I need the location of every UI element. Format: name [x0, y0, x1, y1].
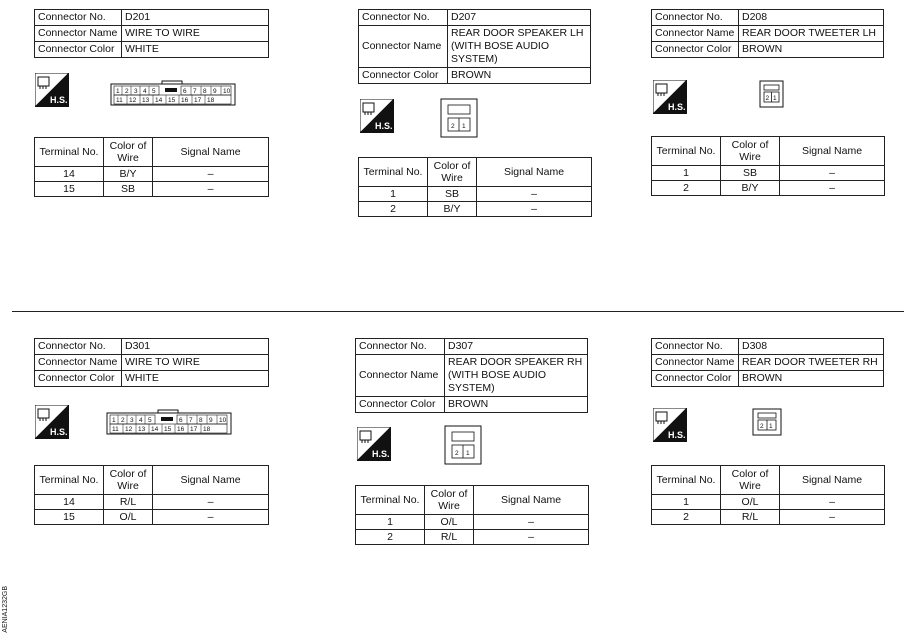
connector-color-label: Connector Color: [35, 42, 122, 58]
table-row: [652, 166, 885, 181]
pin-label: 10: [223, 88, 231, 95]
signal-name: –: [153, 167, 269, 182]
harness-side-icon: [35, 405, 69, 439]
table-row: [35, 495, 269, 510]
connector-color-label: Connector Color: [652, 371, 739, 387]
terminal-no: 2: [359, 202, 428, 217]
signal-name: –: [477, 202, 592, 217]
pin-label: 10: [219, 417, 227, 424]
pin-label: 1: [112, 417, 116, 424]
table-row: [35, 510, 269, 525]
wire-color-header: Color of Wire: [721, 466, 780, 495]
pin-label: 2: [455, 450, 459, 457]
connector-no-label: Connector No.: [35, 339, 122, 355]
hs-label: H.S.: [668, 430, 686, 440]
pin-label: 17: [194, 97, 202, 104]
terminal-no: 1: [359, 187, 428, 202]
pin-label: 2: [451, 123, 455, 130]
signal-name: –: [474, 530, 589, 545]
hs-label: H.S.: [375, 121, 393, 131]
pin-label: 2: [765, 95, 770, 102]
pin-label: 14: [155, 97, 163, 104]
connector-info-table: [651, 9, 884, 58]
pin-label: 2: [121, 417, 125, 424]
pin-label: 6: [179, 417, 183, 424]
connector-info-table: [34, 338, 269, 387]
signal-name-header: Signal Name: [780, 137, 885, 166]
harness-side-icon: [653, 408, 687, 442]
table-row: [652, 495, 885, 510]
signal-name-header: Signal Name: [153, 138, 269, 167]
terminal-no: 14: [35, 495, 104, 510]
connector-name-label: Connector Name: [35, 355, 122, 371]
wire-color: O/L: [425, 515, 474, 530]
table-row: [652, 510, 885, 525]
signal-name: –: [477, 187, 592, 202]
wire-color-header: Color of Wire: [428, 158, 477, 187]
pin-label: 12: [125, 426, 133, 433]
signal-name: –: [780, 181, 885, 196]
connector-no-value: D301: [122, 339, 269, 355]
wire-color: B/Y: [104, 167, 153, 182]
pin-label: 9: [209, 417, 213, 424]
wire-color: R/L: [104, 495, 153, 510]
connector-info-table: [651, 338, 884, 387]
connector-no-label: Connector No.: [35, 10, 122, 26]
pin-label: 13: [142, 97, 150, 104]
signal-name-header: Signal Name: [153, 466, 269, 495]
signal-name-header: Signal Name: [780, 466, 885, 495]
connector-no-label: Connector No.: [652, 10, 739, 26]
connector-d307: [355, 338, 588, 413]
connector-color-value: WHITE: [122, 371, 269, 387]
signal-name: –: [780, 510, 885, 525]
table-row: [35, 167, 269, 182]
connector-info-table: [355, 338, 588, 413]
wire-color-header: Color of Wire: [425, 486, 474, 515]
terminal-no: 1: [356, 515, 425, 530]
terminal-no-header: Terminal No.: [356, 486, 425, 515]
terminal-no-header: Terminal No.: [652, 137, 721, 166]
terminal-no-header: Terminal No.: [652, 466, 721, 495]
table-row: [652, 181, 885, 196]
connector-name-label: Connector Name: [652, 355, 739, 371]
hs-label: H.S.: [372, 449, 390, 459]
pin-label: 14: [151, 426, 159, 433]
signal-name: –: [153, 182, 269, 197]
pin-label: 5: [148, 417, 152, 424]
hs-label: H.S.: [668, 102, 686, 112]
connector-d201-face-icon: [110, 80, 236, 106]
connector-color-value: BROWN: [739, 371, 884, 387]
pin-label: 9: [213, 88, 217, 95]
pin-label: 2: [125, 88, 129, 95]
terminal-table-d301: [34, 465, 269, 525]
terminal-no-header: Terminal No.: [35, 466, 104, 495]
terminal-no: 2: [652, 510, 721, 525]
pin-label: 16: [177, 426, 185, 433]
terminal-no: 1: [652, 166, 721, 181]
pin-label: 1: [773, 95, 777, 102]
connector-name-label: Connector Name: [35, 26, 122, 42]
connector-color-value: WHITE: [122, 42, 269, 58]
signal-name: –: [153, 495, 269, 510]
pin-label: 18: [207, 97, 215, 104]
connector-d308-face-icon: [752, 408, 782, 436]
pin-label: 1: [466, 450, 470, 457]
terminal-no-header: Terminal No.: [35, 138, 104, 167]
connector-color-value: BROWN: [445, 397, 588, 413]
wire-color: B/Y: [428, 202, 477, 217]
terminal-no: 14: [35, 167, 104, 182]
pin-label: 12: [129, 97, 137, 104]
wire-color: SB: [104, 182, 153, 197]
connector-name-value: REAR DOOR TWEETER LH: [739, 26, 884, 42]
pin-label: 1: [769, 423, 773, 430]
connector-no-label: Connector No.: [356, 339, 445, 355]
connector-color-label: Connector Color: [652, 42, 739, 58]
connector-info-table: [34, 9, 269, 58]
terminal-no: 1: [652, 495, 721, 510]
pin-label: 6: [183, 88, 187, 95]
harness-side-icon: [35, 73, 69, 107]
pin-label: 2: [760, 423, 764, 430]
pin-label: 8: [203, 88, 207, 95]
connector-no-label: Connector No.: [359, 10, 448, 26]
hs-label: H.S.: [50, 427, 68, 437]
pin-label: 11: [112, 426, 119, 433]
terminal-table-d307: [355, 485, 589, 545]
connector-info-table: [358, 9, 591, 84]
connector-no-label: Connector No.: [652, 339, 739, 355]
connector-d208-face-icon: [759, 80, 784, 108]
pin-label: 4: [139, 417, 143, 424]
connector-no-value: D208: [739, 10, 884, 26]
connector-d301-face-icon: [106, 409, 232, 435]
connector-no-value: D201: [122, 10, 269, 26]
connector-d201: [34, 9, 269, 58]
figure-code: AENIA1232GB: [2, 586, 9, 633]
wire-color: R/L: [721, 510, 780, 525]
pin-label: 15: [168, 97, 176, 104]
harness-side-icon: [360, 99, 394, 133]
terminal-table-d308: [651, 465, 885, 525]
pin-label: 1: [462, 123, 466, 130]
connector-color-value: BROWN: [739, 42, 884, 58]
wire-color: R/L: [425, 530, 474, 545]
connector-name-value: WIRE TO WIRE: [122, 355, 269, 371]
wire-color-header: Color of Wire: [721, 137, 780, 166]
connector-name-value: REAR DOOR TWEETER RH: [739, 355, 884, 371]
harness-side-icon: [653, 80, 687, 114]
wire-color: O/L: [104, 510, 153, 525]
terminal-table-d201: [34, 137, 269, 197]
pin-label: 5: [152, 88, 156, 95]
table-row: [359, 187, 592, 202]
pin-label: 1: [116, 88, 120, 95]
signal-name: –: [780, 495, 885, 510]
signal-name: –: [474, 515, 589, 530]
pin-label: 4: [143, 88, 147, 95]
connector-name-value: REAR DOOR SPEAKER RH (WITH BOSE AUDIO SYSTEM): [445, 355, 588, 397]
terminal-no: 15: [35, 182, 104, 197]
terminal-table-d207: [358, 157, 592, 217]
pin-label: 16: [181, 97, 189, 104]
signal-name: –: [153, 510, 269, 525]
pin-label: 7: [189, 417, 193, 424]
connector-color-label: Connector Color: [35, 371, 122, 387]
connector-d307-face-icon: [444, 425, 482, 465]
wire-color: SB: [721, 166, 780, 181]
terminal-no-header: Terminal No.: [359, 158, 428, 187]
pin-label: 11: [116, 97, 123, 104]
terminal-no: 15: [35, 510, 104, 525]
pin-label: 3: [130, 417, 134, 424]
table-row: [35, 182, 269, 197]
section-divider: [12, 311, 904, 312]
wire-color: B/Y: [721, 181, 780, 196]
connector-name-label: Connector Name: [652, 26, 739, 42]
pin-label: 17: [190, 426, 198, 433]
table-row: [356, 515, 589, 530]
connector-no-value: D207: [448, 10, 591, 26]
pin-label: 3: [134, 88, 138, 95]
terminal-no: 2: [652, 181, 721, 196]
hs-label: H.S.: [50, 95, 68, 105]
signal-name-header: Signal Name: [474, 486, 589, 515]
table-row: [359, 202, 592, 217]
connector-name-value: WIRE TO WIRE: [122, 26, 269, 42]
signal-name: –: [780, 166, 885, 181]
connector-d208: [651, 9, 884, 58]
table-row: [356, 530, 589, 545]
connector-d308: [651, 338, 884, 387]
connector-name-label: Connector Name: [359, 26, 448, 68]
wire-color: O/L: [721, 495, 780, 510]
connector-no-value: D308: [739, 339, 884, 355]
harness-side-icon: [357, 427, 391, 461]
wire-color-header: Color of Wire: [104, 466, 153, 495]
connector-d207: [358, 9, 591, 84]
connector-name-label: Connector Name: [356, 355, 445, 397]
connector-color-label: Connector Color: [356, 397, 445, 413]
pin-label: 15: [164, 426, 172, 433]
wire-color: SB: [428, 187, 477, 202]
pin-label: 18: [203, 426, 211, 433]
wire-color-header: Color of Wire: [104, 138, 153, 167]
connector-d207-face-icon: [440, 98, 478, 138]
pin-label: 7: [193, 88, 197, 95]
pin-label: 8: [199, 417, 203, 424]
terminal-table-d208: [651, 136, 885, 196]
connector-name-value: REAR DOOR SPEAKER LH (WITH BOSE AUDIO SYSTEM): [448, 26, 591, 68]
signal-name-header: Signal Name: [477, 158, 592, 187]
connector-color-value: BROWN: [448, 68, 591, 84]
connector-color-label: Connector Color: [359, 68, 448, 84]
connector-d301: [34, 338, 269, 387]
pin-label: 13: [138, 426, 146, 433]
connector-no-value: D307: [445, 339, 588, 355]
terminal-no: 2: [356, 530, 425, 545]
